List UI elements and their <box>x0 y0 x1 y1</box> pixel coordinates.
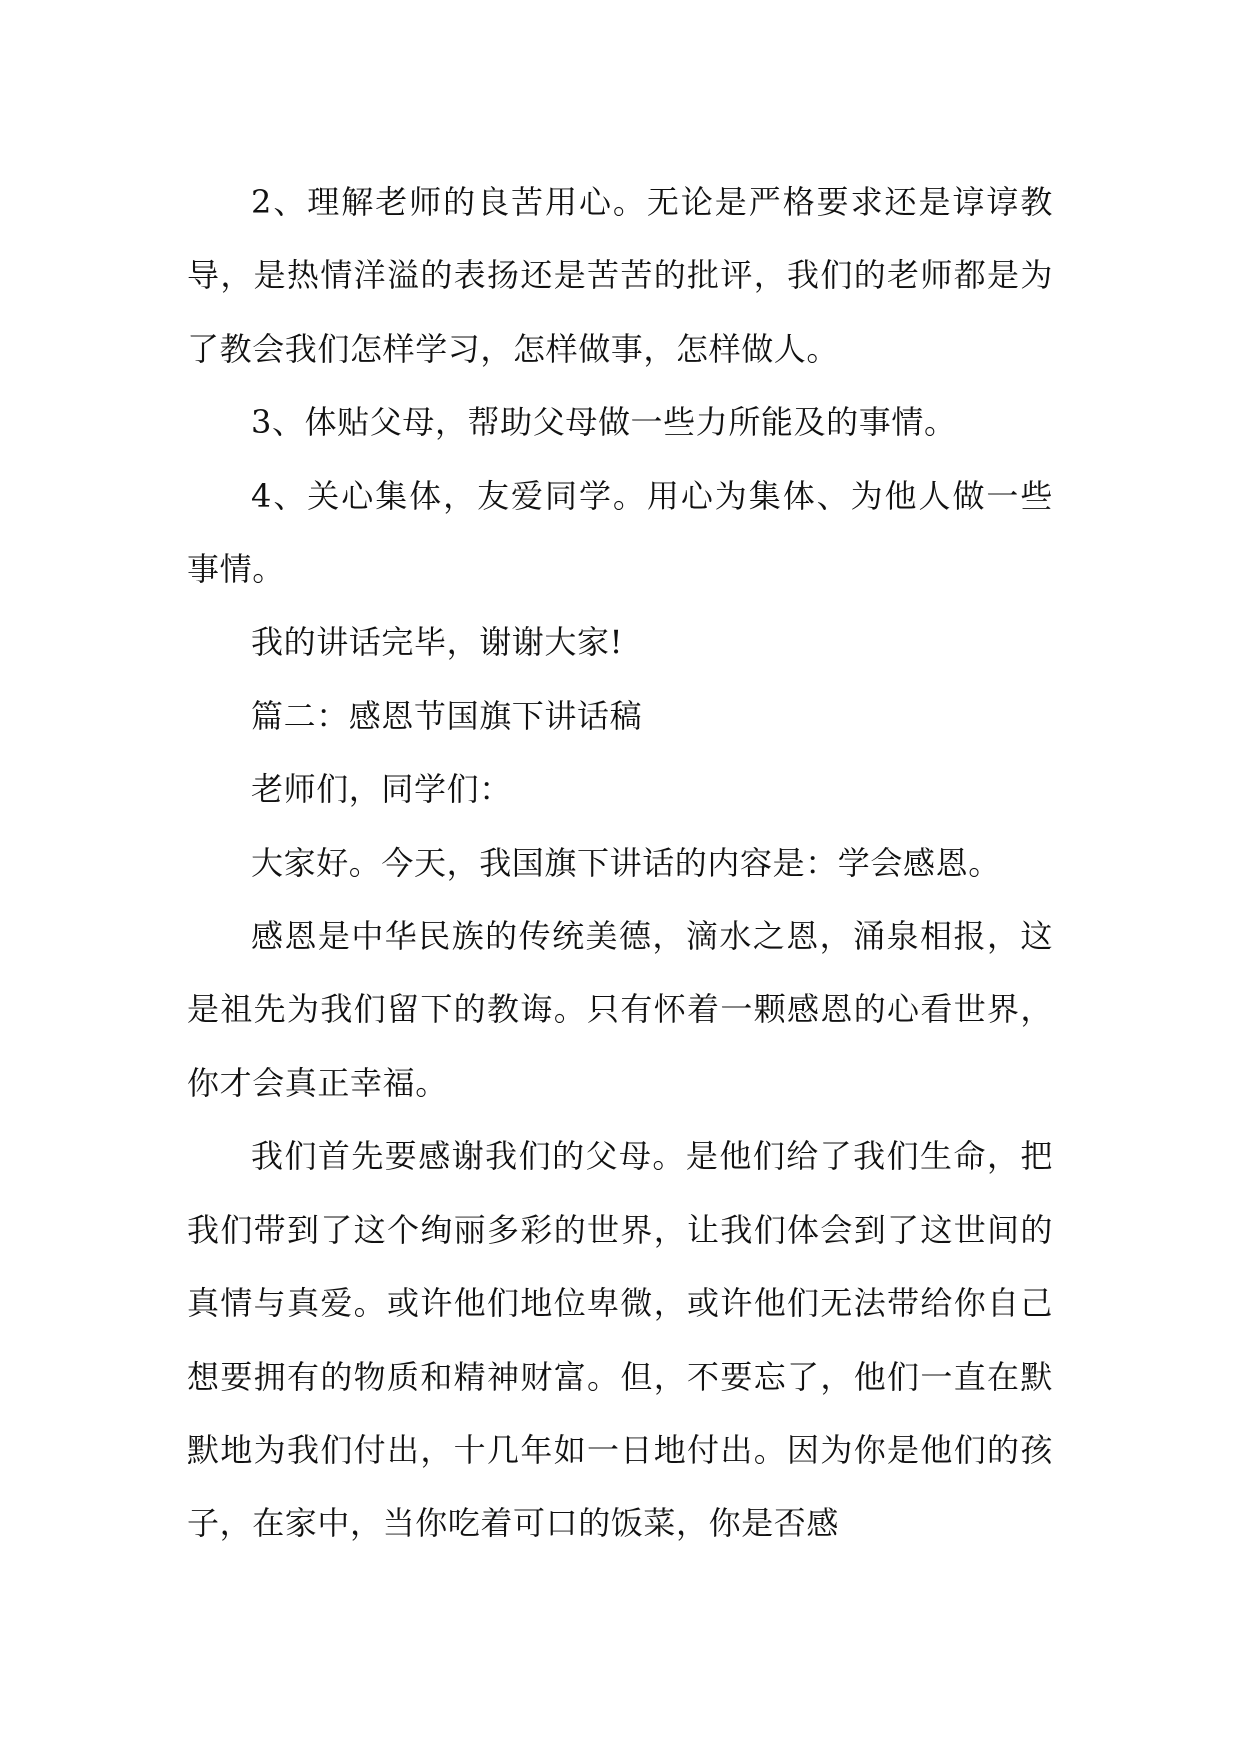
document-body <box>187 166 1053 1561</box>
paragraph-item-3: 3、体贴父母，帮助父母做一些力所能及的事情。 <box>251 403 957 442</box>
closing-line: 我的讲话完毕，谢谢大家! <box>251 623 624 662</box>
salutation: 老师们，同学们： <box>251 770 512 809</box>
paragraph-item-4: 4、关心集体，友爱同学。用心为集体、为他人做一些事情。 <box>187 476 1053 589</box>
body-paragraph: 感恩是中华民族的传统美德，滴水之恩，涌泉相报，这是祖先为我们留下的教诲。只有怀着一颗感恩的心看世界，你才会真正幸福。 <box>187 917 1053 1102</box>
section-heading: 篇二：感恩节国旗下讲话稿 <box>251 696 643 735</box>
body-paragraph: 我们首先要感谢我们的父母。是他们给了我们生命，把我们带到了这个绚丽多彩的世界，让我们体会到了这世间的真情与真爱。或许他们地位卑微，或许他们无法带给你自己想要拥有的物质和精神财富。但，不要忘了，他们一直在默默地为我们付出，十几年如一日地付出。因为你是他们的孩子，在家中，当你吃着可口的饭菜，你是否感 <box>187 1137 1053 1543</box>
paragraph-item-2: 2、理解老师的良苦用心。无论是严格要求还是谆谆教导，是热情洋溢的表扬还是苦苦的批评，我们的老师都是为了教会我们怎样学习，怎样做事，怎样做人。 <box>187 183 1053 368</box>
greeting: 大家好。今天，我国旗下讲话的内容是：学会感恩。 <box>251 843 1001 882</box>
